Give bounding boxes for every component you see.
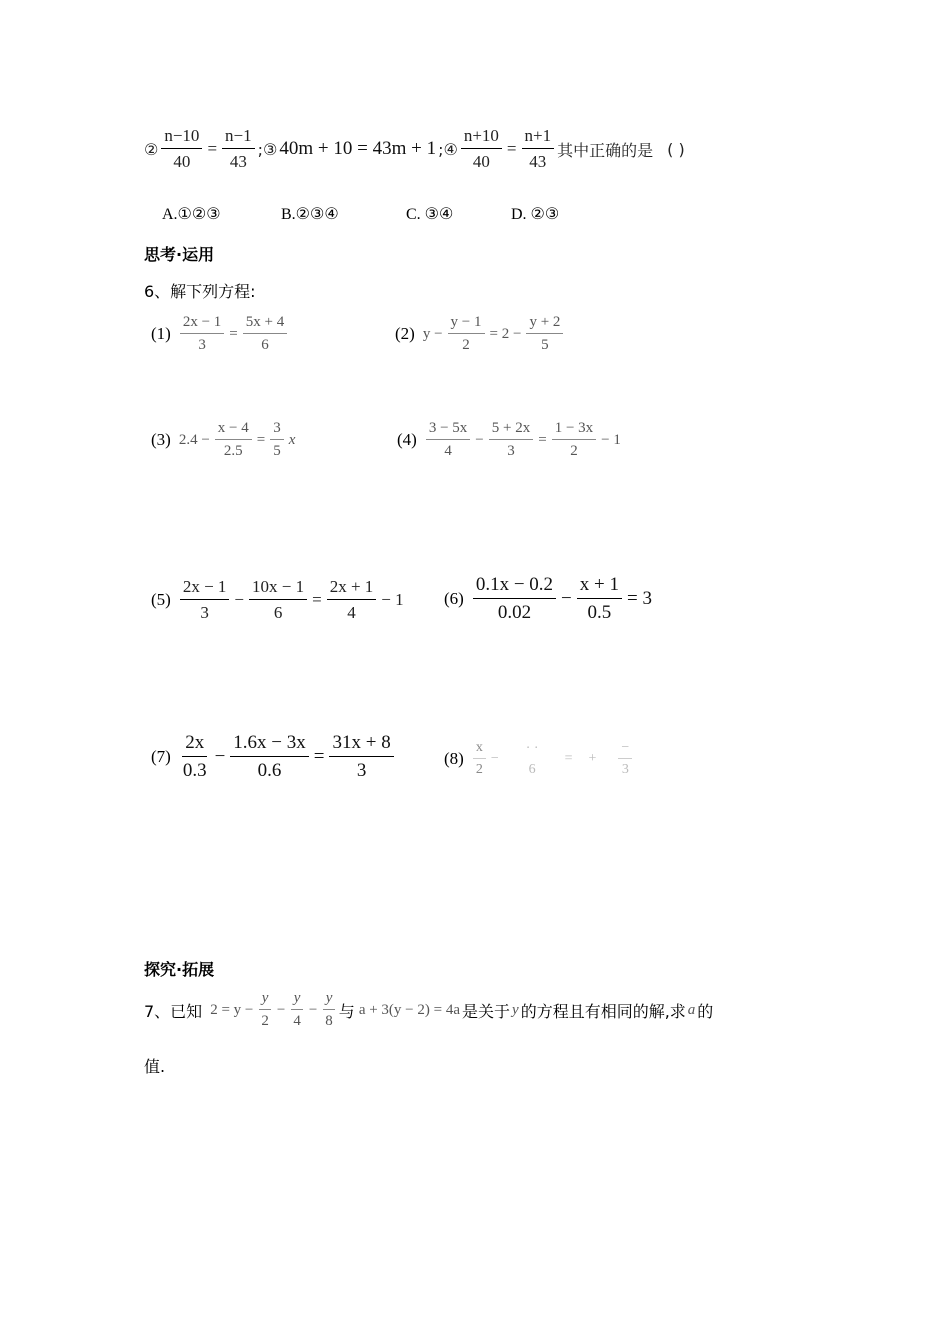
equation-3: (3) 2.4 − $\frac{x - 4}{2.5}$ = $\frac{3}{5}$ x — [151, 420, 296, 459]
fraction: $\frac{n-1}{43}$ — [222, 126, 255, 172]
section-heading-explore: 探究·拓展 — [144, 960, 215, 979]
equation-8: (8) $\frac{x}{2}$ − · · 6 = + $\frac{-}{3}$ — [444, 740, 635, 778]
equation-5: (5) $\frac{2x - 1}{3}$ − $\frac{10x - 1}{6}$ = $\frac{2x + 1}{4}$ − 1 — [151, 577, 404, 622]
fraction: $\frac{n+1}{43}$ — [522, 126, 555, 172]
option-d: D. ②③ — [511, 206, 560, 223]
answer-paren: ( ) — [667, 139, 685, 159]
option-a: A.①②③ — [162, 206, 221, 223]
section-heading-thinking: 思考·运用 — [144, 245, 215, 264]
equation-7: (7) $\frac{2x}{0.3}$ − $\frac{1.6x - 3x}{0.6}$ = $\frac{31x + 8}{3}$ — [151, 732, 397, 782]
q7-line1: 7、已知 2 = y − $\frac{y}{2}$ − $\frac{y}{4}$ − $\frac{y}{8}$ 与 a + 3(y − 2) = 4a 是关于 y 的方程且有相同的解,求 a 的 — [144, 990, 714, 1029]
q7-line2: 值. — [144, 1057, 166, 1076]
q5-statements: ② $\frac{n-10}{40}$ = $\frac{n-1}{43}$ ;③ 40m + 10 = 43m + 1 ;④ $\frac{n+10}{40}$ = $\frac{n+1}{43}$ 其中正确的是 ( ) — [144, 126, 685, 171]
fraction: $\frac{n+10}{40}$ — [461, 126, 502, 172]
q5-prompt: 其中正确的是 — [557, 140, 654, 160]
fraction: $\frac{n-10}{40}$ — [161, 126, 202, 172]
option-b: B.②③④ — [281, 206, 339, 223]
circled-2: ② — [144, 139, 159, 159]
equation-2: (2) y − $\frac{y - 1}{2}$ = 2 − $\frac{y + 2}{5}$ — [395, 314, 566, 354]
equation-6: (6) $\frac{0.1x - 0.2}{0.02}$ − $\frac{x + 1}{0.5}$ = 3 — [444, 574, 652, 623]
equation-4: (4) $\frac{3 - 5x}{4}$ − $\frac{5 + 2x}{3}$ = $\frac{1 - 3x}{2}$ − 1 — [397, 420, 621, 459]
q6-title: 6、解下列方程: — [144, 282, 256, 301]
equation-1: (1) $\frac{2x - 1}{3}$ = $\frac{5x + 4}{6}$ — [151, 314, 290, 354]
option-c: C. ③④ — [406, 206, 454, 223]
